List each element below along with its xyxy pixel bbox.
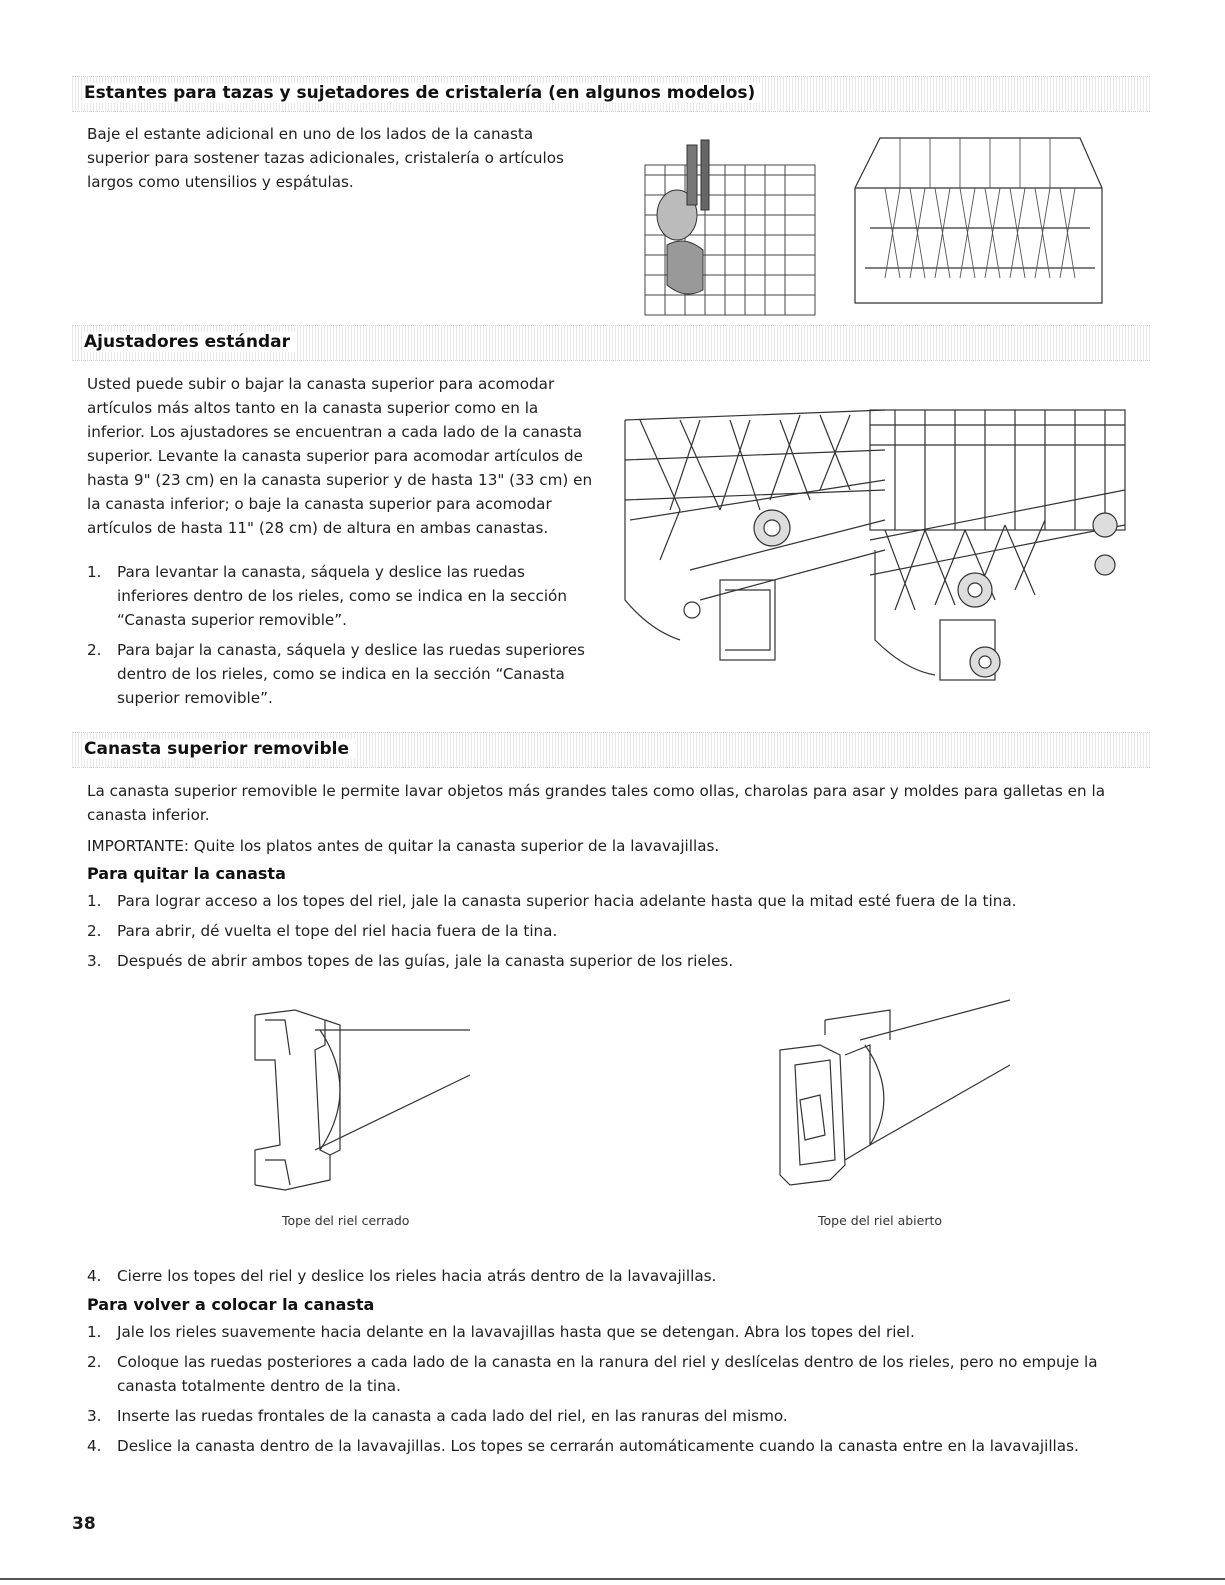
list-item bbox=[87, 919, 1147, 943]
step-number: 1. bbox=[87, 892, 102, 910]
adjuster-lowered-illustration bbox=[865, 400, 1130, 690]
list-item bbox=[87, 889, 1147, 913]
caption-closed: Tope del riel cerrado bbox=[282, 1213, 410, 1228]
list-item bbox=[87, 1350, 1147, 1398]
replace-heading: Para volver a colocar la canasta bbox=[87, 1295, 375, 1314]
step-text: Para abrir, dé vuelta el tope del riel hacia fuera de la tina. bbox=[117, 922, 558, 940]
remove-heading: Para quitar la canasta bbox=[87, 864, 286, 883]
step-text: Para levantar la canasta, sáquela y deslice las ruedas inferiores dentro de los rieles, como se indica en la sección “Canasta superior removible”. bbox=[117, 563, 567, 629]
step-text: Para bajar la canasta, sáquela y deslice las ruedas superiores dentro de los rieles, como se indica en la sección “Canasta superior removible”. bbox=[117, 641, 585, 707]
step-text: Coloque las ruedas posteriores a cada lado de la canasta en la ranura del riel y deslícelas dentro de los rieles, pero no empuje la canasta totalmente dentro de la tina. bbox=[117, 1353, 1098, 1395]
cup-shelf-illustration bbox=[625, 135, 825, 325]
step-number: 1. bbox=[87, 1323, 102, 1341]
section-intro: La canasta superior removible le permite lavar objetos más grandes tales como ollas, charolas para asar y moldes para galletas en la canasta inferior. bbox=[87, 782, 1105, 824]
list-item bbox=[87, 560, 599, 632]
page-number: 38 bbox=[72, 1514, 96, 1534]
step-number: 3. bbox=[87, 952, 102, 970]
list-item bbox=[87, 1434, 1147, 1458]
adjuster-steps-list bbox=[87, 560, 599, 716]
step-text: Deslice la canasta dentro de la lavavajillas. Los topes se cerrarán automáticamente cuando la canasta entre en la lavavajillas. bbox=[117, 1437, 1079, 1455]
section-title: Estantes para tazas y sujetadores de cristalería (en algunos modelos) bbox=[84, 83, 761, 103]
close-step-list bbox=[87, 1264, 1147, 1294]
section-title: Ajustadores estándar bbox=[84, 332, 296, 352]
section-body: Baje el estante adicional en uno de los lados de la canasta superior para sostener tazas adicionales, cristalería o artículos largos como utensilios y espátulas. bbox=[87, 125, 564, 191]
step-number: 4. bbox=[87, 1267, 102, 1285]
step-number: 2. bbox=[87, 1353, 102, 1371]
rail-stop-closed-illustration bbox=[235, 1000, 485, 1200]
adjuster-raised-illustration bbox=[620, 400, 890, 680]
section-header-removable-rack bbox=[72, 732, 1150, 768]
caption-open: Tope del riel abierto bbox=[818, 1213, 943, 1228]
step-text: Inserte las ruedas frontales de la canasta a cada lado del riel, en las ranuras del mismo. bbox=[117, 1407, 788, 1425]
list-item bbox=[87, 1320, 1147, 1344]
step-text: Para lograr acceso a los topes del riel, jale la canasta superior hacia adelante hasta que la mitad esté fuera de la tina. bbox=[117, 892, 1017, 910]
list-item bbox=[87, 949, 1147, 973]
list-item bbox=[87, 1404, 1147, 1428]
section-title: Canasta superior removible bbox=[84, 739, 355, 759]
replace-steps-list bbox=[87, 1320, 1147, 1464]
step-number: 4. bbox=[87, 1437, 102, 1455]
step-text: Jale los rieles suavemente hacia delante en la lavavajillas hasta que se detengan. Abra los topes del riel. bbox=[117, 1323, 915, 1341]
step-number: 3. bbox=[87, 1407, 102, 1425]
section-body: Usted puede subir o bajar la canasta superior para acomodar artículos más altos tanto en la canasta superior como en la inferior. Los ajustadores se encuentran a cada lado de la canasta superior. Levante la canasta superior para acomodar artículos de hasta 9" (23 cm) en la canasta superior y de hasta 13" (33 cm) en la canasta inferior; o baje la canasta superior para acomodar artículos de hasta 11" (28 cm) de altura en ambas canastas. bbox=[87, 375, 593, 537]
page-bottom-rule bbox=[0, 1578, 1225, 1580]
step-number: 2. bbox=[87, 922, 102, 940]
section-header-standard-adjusters bbox=[72, 325, 1150, 361]
list-item bbox=[87, 1264, 1147, 1288]
section-header-cup-shelves bbox=[72, 76, 1150, 112]
step-number: 1. bbox=[87, 563, 102, 581]
upper-rack-illustration bbox=[840, 128, 1110, 318]
step-number: 2. bbox=[87, 641, 102, 659]
rail-stop-open-illustration bbox=[770, 995, 1020, 1195]
step-text: Después de abrir ambos topes de las guías, jale la canasta superior de los rieles. bbox=[117, 952, 734, 970]
remove-steps-list bbox=[87, 889, 1147, 979]
list-item bbox=[87, 638, 599, 710]
important-note: IMPORTANTE: Quite los platos antes de quitar la canasta superior de la lavavajillas. bbox=[87, 837, 720, 855]
step-text: Cierre los topes del riel y deslice los rieles hacia atrás dentro de la lavavajillas. bbox=[117, 1267, 717, 1285]
